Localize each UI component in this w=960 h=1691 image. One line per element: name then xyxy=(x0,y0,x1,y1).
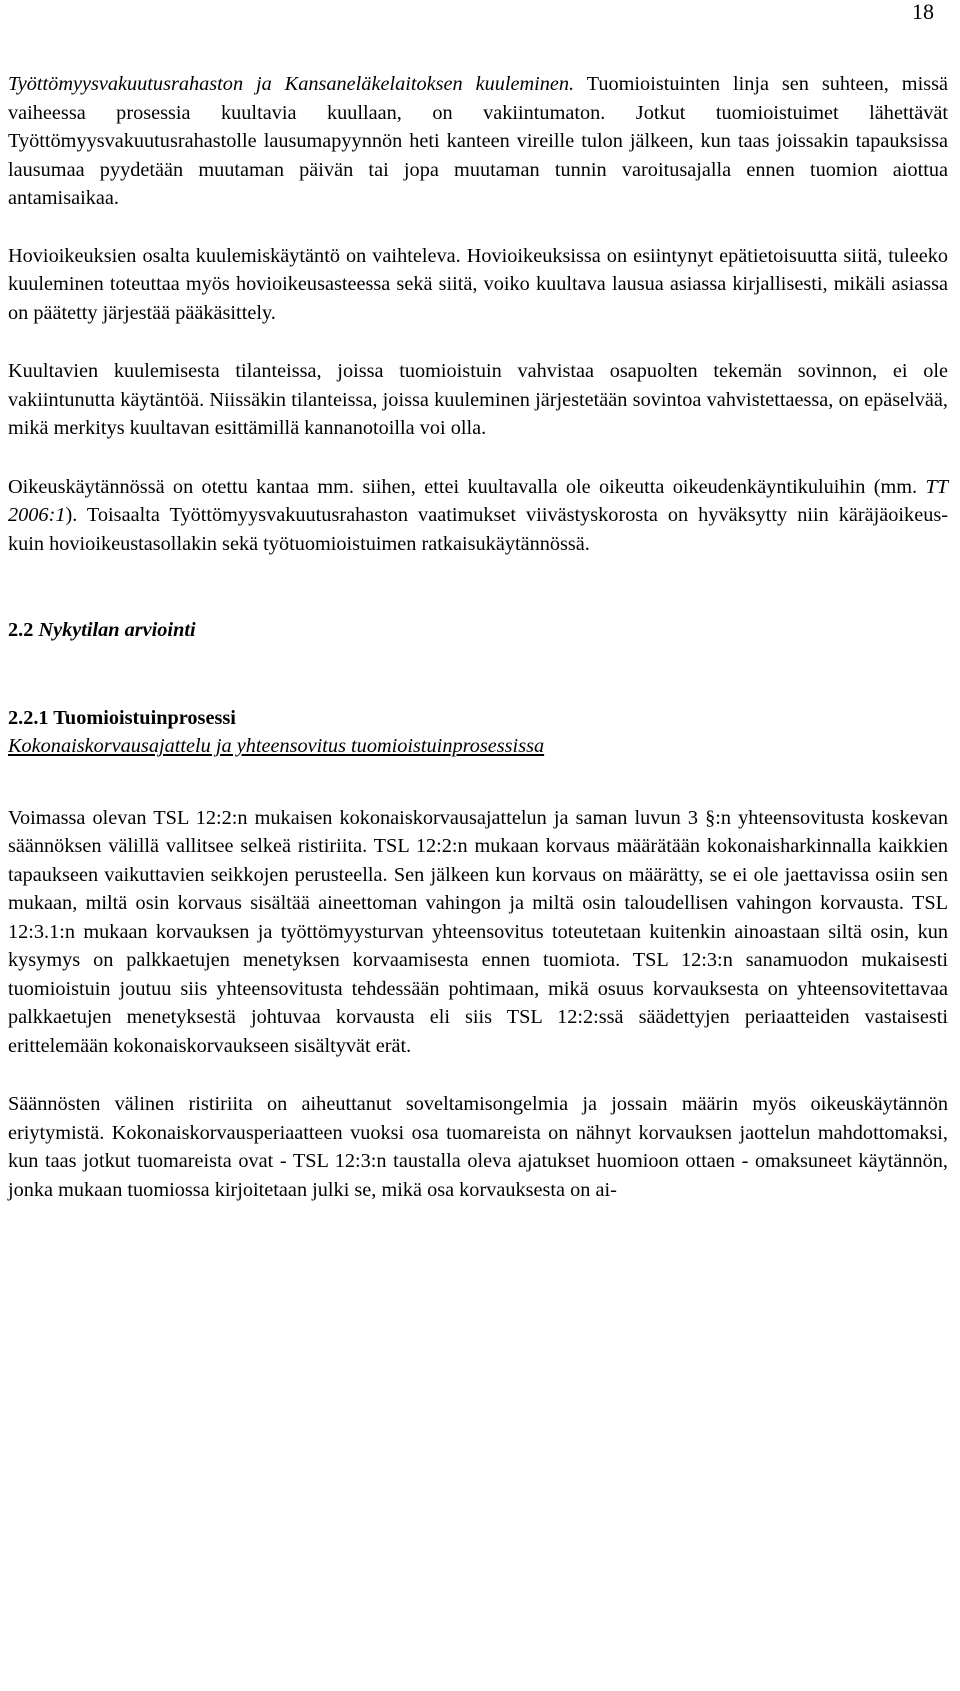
page-number: 18 xyxy=(912,0,934,24)
subsection-heading: 2.2.1 Tuomioistuinprosessi xyxy=(8,706,236,729)
section-number: 2.2 xyxy=(8,619,34,641)
topic-subheading: Kokonaiskorvausajattelu ja yhteensovitus tuomioistuinprosessissa xyxy=(8,735,545,757)
paragraph-text: ). Toisaalta Työttömyysvakuutusrahaston vaatimukset viivästyskorosta on hyväksytty niin käräjäoikeus- kuin hovioikeustasollakin sekä työtuomioistuimen ratkaisukäytännössä. xyxy=(8,504,948,555)
paragraph-oikeuskaytanto xyxy=(8,473,948,559)
paragraph-lead-italic: Työttömyysvakuutusrahaston ja Kansaneläkelaitoksen kuuleminen. xyxy=(8,73,575,95)
paragraph-hovioikeudet: Hovioikeuksien osalta kuulemiskäytäntö on vaihteleva. Hovioikeuksissa on esiintynyt epätietoisuutta siitä, tuleeko kuuleminen toteuttaa myös hovioikeusasteessa sekä siitä, voiko kuultava lausua asiassa kirjallisesti, mikäli asiassa on päätetty järjestää pääkäsittely. xyxy=(8,244,948,324)
section-title: Nykytilan arviointi xyxy=(38,619,196,641)
case-reference: TT 2006:1 xyxy=(8,475,948,526)
paragraph-text: Tuomioistuinten linja sen suhteen, missä vaiheessa prosessia kuultavia kuullaan, on vakiintumaton. Jotkut tuomioistuimet lähettävät Työttömyysvakuutusrahastolle lausumapyynnön heti kanteen vireille tulon jälkeen, kun taas joissakin tapauksissa lausumaa pyydetään muutaman päivän tai jopa muutaman tunnin varoitusajalla ennen tuomion aiottua antamisaikaa. xyxy=(8,73,948,209)
paragraph-kuuleminen xyxy=(8,70,948,213)
section-heading xyxy=(8,616,948,645)
paragraph-ristiriita: Voimassa olevan TSL 12:2:n mukaisen kokonaiskorvausajattelun ja saman luvun 3 §:n yhteensovitusta koskevan säännöksen välillä vallitsee selkeä ristiriita. TSL 12:2:n mukaan korvaus määrätään kokonaisharkinnalla kaikkien tapaukseen vaikuttavien seikkojen perusteella. Sen jälkeen kun korvaus on määrätty, se ei ole jaettavissa osiin sen mukaan, miltä osin korvaus sisältää aineettoman vahingon ja miltä osin taloudellisen vahingon korvausta. TSL 12:3.1:n mukaan korvauksen ja työttömyysturvan yhteensovitus toteutetaan kuitenkin ainoastaan siltä osin, kun kysymys on palkkaetujen menetyksen korvaamisesta ennen tuomiota. TSL 12:3:n sanamuodon mukaisesti tuomioistuin joutuu siis yhteensovitusta tehdessään pohtimaan, mikä osuus korvauksesta on yhteensovitettavaa palkkaetujen menetyksestä johtuvaa korvausta eli siis TSL 12:2:ssä säädettyjen periaatteiden vastaisesti erittelemään kokonaiskorvaukseen sisältyvät erät. xyxy=(8,806,948,1057)
paragraph-text: Oikeuskäytännössä on otettu kantaa mm. siihen, ettei kuultavalla ole oikeutta oikeudenkäyntikuluihin (mm. xyxy=(8,475,926,498)
document-body xyxy=(8,70,948,1204)
paragraph-sovinto: Kuultavien kuulemisesta tilanteissa, joissa tuomioistuin vahvistaa osapuolten tekemän sovinnon, ei ole vakiintunutta käytäntöä. Niissäkin tilanteissa, joissa kuuleminen järjestetään sovintoa vahvistettaessa, on epäselvää, mikä merkitys kuultavan esittämillä kannanotoilla voi olla. xyxy=(8,360,948,439)
paragraph-soveltamisongelmat: Säännösten välinen ristiriita on aiheuttanut soveltamisongelmia ja jossain määrin myös oikeuskäytännön eriytymistä. Kokonaiskorvausperiaatteen vuoksi osa tuomareista on nähnyt korvauksen jaottelun mahdottomaksi, kun taas jotkut tuomareista ovat - TSL 12:3:n taustalla oleva ajatukset huomioon ottaen - omaksuneet käytännön, jonka mukaan tuomiossa kirjoitetaan julki se, mikä osa korvauksesta on ai- xyxy=(8,1093,948,1201)
